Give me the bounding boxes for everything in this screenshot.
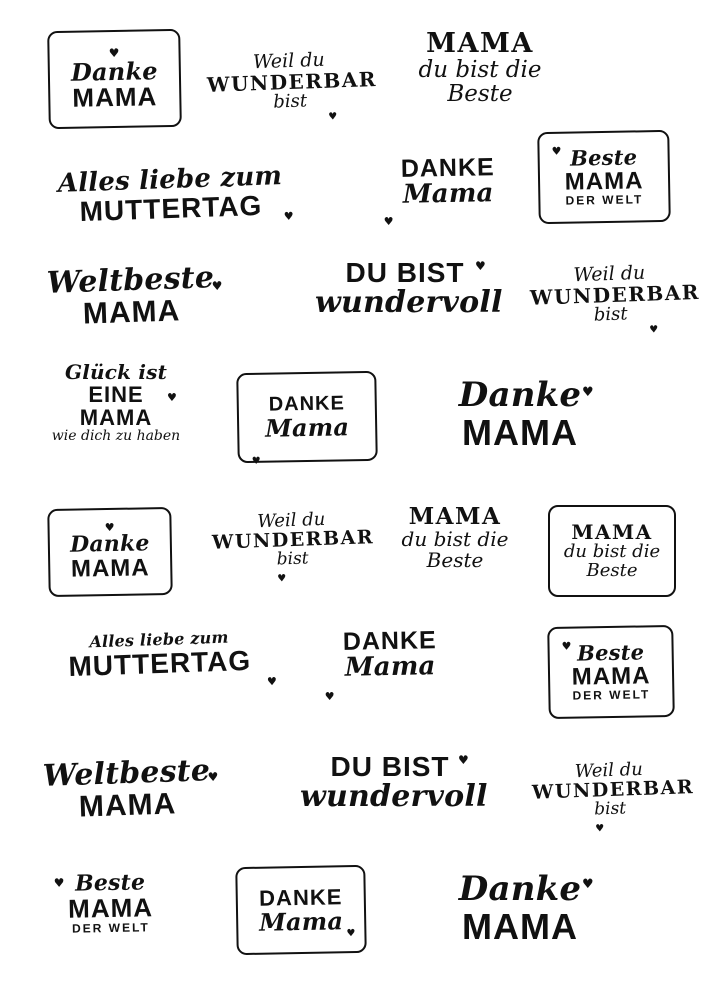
design-danke-mama-script-2 (320, 626, 461, 704)
design-line: Mama (402, 178, 494, 211)
design-weil-du-wunderbar-bist-2 (529, 261, 701, 336)
heart-icon: ♥ (167, 391, 177, 404)
design-line: WUNDERBAR (531, 775, 695, 804)
heart-icon: ♥ (53, 875, 65, 890)
design-alles-liebe-zum-muttertag-2 (41, 627, 278, 689)
heart-icon: ♥ (383, 214, 394, 229)
design-danke-mama-big-1 (420, 375, 620, 453)
design-line: Danke (69, 530, 150, 559)
design-du-bist-wundervoll-2 (300, 751, 488, 815)
design-line: Alles liebe zum (57, 161, 283, 199)
design-line: MAMA (78, 786, 177, 824)
design-line: DU BIST (330, 751, 450, 782)
heart-icon: ♥ (207, 769, 219, 785)
design-line: DANKE (342, 626, 437, 656)
design-line: WUNDERBAR (206, 66, 378, 97)
design-line: Beste (586, 559, 638, 581)
design-line: MAMA (72, 81, 158, 113)
design-line: Beste (74, 869, 146, 897)
design-line: wundervoll (315, 285, 503, 321)
design-line: Weltbeste (46, 260, 215, 301)
heart-icon: ♥ (458, 753, 469, 767)
design-line: Weil du (252, 48, 326, 74)
design-line: Beste (576, 639, 645, 666)
design-line: DANKE (268, 392, 346, 416)
heart-icon: ♥ (582, 877, 594, 892)
heart-icon: ♥ (211, 278, 223, 294)
design-line: MAMA (79, 405, 153, 431)
design-line: Beste (426, 548, 484, 573)
heart-icon: ♥ (277, 573, 287, 585)
heart-icon: ♥ (328, 111, 338, 123)
design-line: bist (593, 798, 627, 820)
design-weil-du-wunderbar-bist-4 (531, 758, 695, 835)
design-line: bist (593, 303, 628, 326)
design-line: MAMA (426, 28, 534, 59)
design-line: MAMA (571, 519, 653, 544)
design-line: Danke (458, 869, 582, 909)
design-line: Weil du (572, 261, 646, 287)
design-line: MUTTERTAG (79, 190, 263, 228)
heart-icon: ♥ (108, 45, 120, 60)
heart-icon: ♥ (104, 521, 115, 535)
design-danke-mama-frame-1 (47, 29, 182, 129)
design-weil-du-wunderbar-bist-1 (206, 48, 378, 123)
design-beste-mama-der-welt-frame-2 (547, 625, 675, 719)
heart-icon: ♥ (561, 639, 572, 653)
design-line: Weil du (574, 758, 644, 783)
design-line: DER WELT (565, 192, 644, 208)
design-line: bist (272, 90, 308, 113)
design-line: WUNDERBAR (529, 279, 701, 310)
design-line: WUNDERBAR (211, 526, 375, 554)
design-line: MUTTERTAG (67, 644, 252, 682)
heart-icon: ♥ (346, 928, 356, 940)
design-mama-du-bist-die-beste-1 (390, 30, 570, 107)
design-line: bist (276, 548, 309, 570)
design-line: Danke (458, 375, 582, 415)
design-danke-mama-frame-3 (47, 507, 173, 597)
design-line: MAMA (571, 662, 651, 691)
design-line: MAMA (408, 503, 502, 530)
design-danke-mama-big-2 (410, 869, 630, 947)
design-line: MAMA (462, 905, 578, 947)
design-beste-mama-der-welt-frame-1 (537, 130, 671, 224)
design-line: Weltbeste (42, 753, 211, 794)
design-line: Weil du (256, 508, 326, 533)
design-line: Mama (264, 412, 350, 443)
design-line: DANKE (258, 884, 343, 911)
design-line: DER WELT (71, 920, 150, 937)
design-alles-liebe-zum-muttertag-1 (47, 163, 294, 228)
heart-icon: ♥ (324, 689, 335, 704)
design-line: du bist die (418, 57, 542, 84)
heart-icon: ♥ (551, 144, 562, 158)
design-line: Beste (569, 144, 638, 171)
design-line: du bist die (401, 527, 509, 552)
design-line: DU BIST (345, 257, 465, 288)
design-line: du bist die (563, 540, 661, 562)
design-line: Beste (447, 81, 513, 108)
design-line: Alles liebe zum (89, 627, 229, 652)
heart-icon: ♥ (266, 674, 278, 689)
heart-icon: ♥ (595, 823, 605, 835)
heart-icon: ♥ (283, 209, 294, 224)
design-line: wundervoll (300, 779, 488, 815)
design-line: MAMA (67, 892, 154, 924)
design-line: EINE (88, 382, 144, 407)
design-line: DANKE (400, 153, 495, 183)
design-danke-mama-script-1 (378, 153, 519, 229)
design-danke-mama-frame-4 (235, 865, 367, 955)
design-weil-du-wunderbar-bist-3 (211, 508, 375, 585)
design-mama-du-bist-die-beste-frame-1 (548, 505, 676, 597)
design-glueck-ist-eine-mama-1 (36, 362, 196, 444)
design-line: MAMA (82, 293, 181, 331)
design-line: Glück ist (64, 360, 168, 384)
design-beste-mama-der-welt-3 (47, 871, 173, 936)
design-line: Mama (344, 651, 436, 684)
design-weltbeste-mama-1 (35, 262, 227, 332)
design-line: Danke (70, 55, 158, 87)
heart-icon: ♥ (251, 455, 261, 467)
design-line: MAMA (462, 411, 578, 453)
design-weltbeste-mama-2 (31, 755, 223, 825)
design-line: DER WELT (572, 687, 651, 703)
design-line: wie dich zu haben (51, 428, 181, 445)
design-danke-mama-frame-2 (236, 371, 378, 467)
design-mama-du-bist-die-beste-2 (380, 505, 530, 571)
heart-icon: ♥ (475, 259, 486, 273)
design-line: MAMA (70, 554, 150, 584)
heart-icon: ♥ (649, 324, 659, 336)
design-line: Mama (259, 906, 344, 937)
heart-icon: ♥ (582, 385, 594, 400)
design-du-bist-wundervoll-1 (315, 257, 503, 321)
design-line: MAMA (564, 167, 644, 196)
